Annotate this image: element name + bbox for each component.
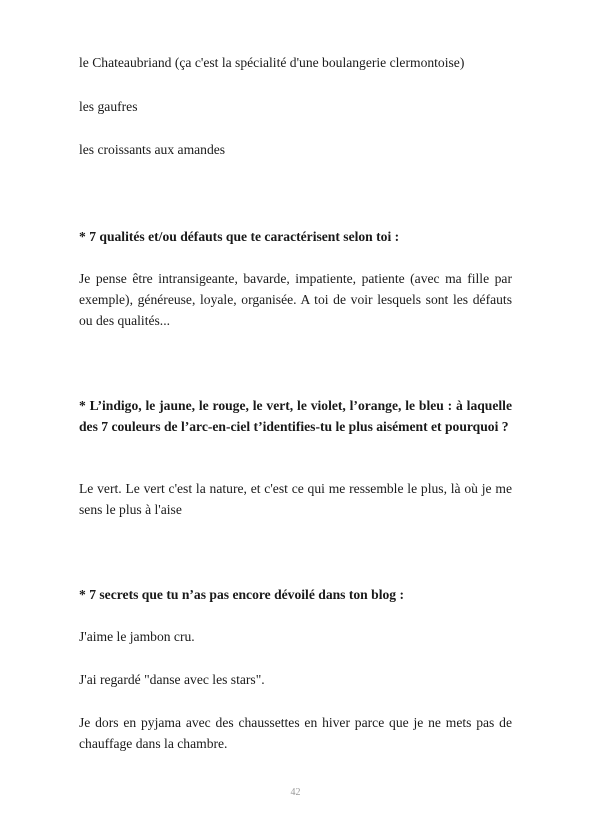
answer-qualites-defauts: Je pense être intransigeante, bavarde, impatiente, patiente (avec ma fille par exemple), généreuse, loyale, organisée. A toi de voir lesquels sont les défauts ou des qualités... <box>79 271 512 328</box>
answer-couleurs: Le vert. Le vert c'est la nature, et c'est ce qui me ressemble le plus, là où je me sens le plus à l'aise <box>79 481 512 517</box>
question-secrets: * 7 secrets que tu n’as pas encore dévoilé dans ton blog : <box>79 587 405 602</box>
secret-jambon: J'aime le jambon cru. <box>79 629 195 644</box>
paragraph-chateaubriand: le Chateaubriand (ça c'est la spécialité d'une boulangerie clermontoise) <box>79 55 465 70</box>
question-couleurs: * L’indigo, le jaune, le rouge, le vert, le violet, l’orange, le bleu : à laquelle des 7 couleurs de l’arc-en-ciel t’identifies-tu le plus aisément et pourquoi ? <box>79 398 512 434</box>
paragraph-gaufres: les gaufres <box>79 99 138 114</box>
paragraph-croissants: les croissants aux amandes <box>79 142 226 157</box>
secret-danse-stars: J'ai regardé "danse avec les stars". <box>79 672 265 687</box>
page-number: 42 <box>290 787 301 798</box>
question-qualites-defauts: * 7 qualités et/ou défauts que te caractérisent selon toi : <box>79 229 400 244</box>
secret-pyjama: Je dors en pyjama avec des chaussettes en hiver parce que je ne mets pas de chauffage dans la chambre. <box>79 715 512 751</box>
